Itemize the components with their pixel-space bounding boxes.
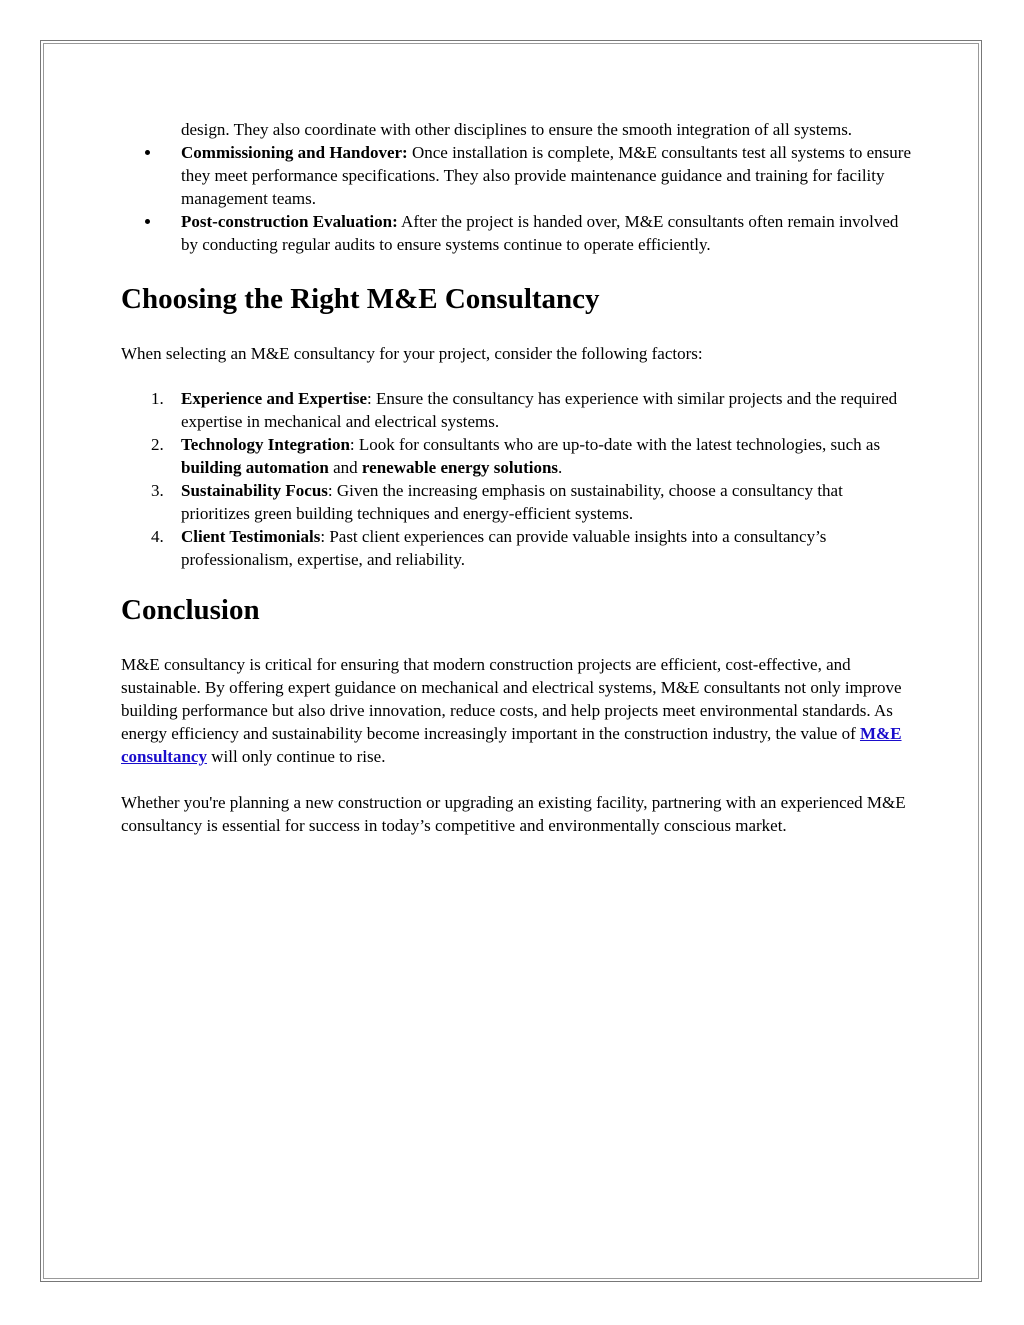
me-consultancy-link[interactable]: M&E consultancy	[121, 724, 902, 766]
list-item-term: Experience and Expertise	[181, 389, 368, 408]
heading-choosing: Choosing the Right M&E Consultancy	[121, 283, 600, 315]
list-item-text: Once installation is complete, M&E consultants test all systems to ensure they meet performance specifications. They also provide maintenance guidance and training for facility management teams.	[181, 143, 912, 208]
list-number: 2.	[151, 435, 164, 454]
list-number: 4.	[151, 527, 164, 546]
list-item	[151, 433, 911, 479]
list-item-term: Technology Integration	[181, 435, 350, 454]
heading-conclusion: Conclusion	[121, 594, 260, 626]
list-item-text: : Past client experiences can provide valuable insights into a consultancy’s professionalism, expertise, and reliability.	[181, 527, 827, 569]
list-item-text: : Ensure the consultancy has experience with similar projects and the required expertise in mechanical and electrical systems.	[181, 389, 898, 431]
paragraph-text: will only continue to rise.	[206, 747, 386, 766]
list-item-text: and	[328, 458, 362, 477]
list-item-term: building automation	[181, 458, 329, 477]
list-item	[151, 387, 911, 433]
list-item-text: design. They also coordinate with other disciplines to ensure the smooth integration of all systems.	[181, 120, 853, 139]
list-item-text: After the project is handed over, M&E consultants often remain involved by conducting regular audits to ensure systems continue to operate efficiently.	[181, 212, 899, 254]
list-item	[181, 141, 911, 210]
document-body	[121, 118, 911, 837]
list-number: 1.	[151, 389, 164, 408]
list-item	[151, 479, 911, 525]
list-item-term: Client Testimonials	[181, 527, 321, 546]
paragraph-text: M&E consultancy is critical for ensuring that modern construction projects are efficient, cost-effective, and sustainable. By offering expert guidance on mechanical and electrical systems, M&E consultants not only improve building performance but also drive innovation, reduce costs, and help projects meet environmental standards. As energy efficiency and sustainability become increasingly important in the construction industry, the value of	[121, 655, 902, 743]
list-item	[151, 525, 911, 571]
numbered-list	[121, 387, 911, 571]
list-item-text: : Given the increasing emphasis on sustainability, choose a consultancy that prioritizes green building techniques and energy-efficient systems.	[181, 481, 843, 523]
list-item-term: Sustainability Focus	[181, 481, 328, 500]
list-item-term: Post-construction Evaluation:	[181, 212, 398, 231]
choosing-intro: When selecting an M&E consultancy for your project, consider the following factors:	[121, 344, 703, 363]
bullet-list	[121, 118, 911, 256]
closing-paragraph: Whether you're planning a new construction or upgrading an existing facility, partnering with an experienced M&E consultancy is essential for success in today’s competitive and environmentally conscious market.	[121, 793, 906, 835]
conclusion-paragraph	[121, 653, 911, 768]
list-item-term: Commissioning and Handover:	[181, 143, 408, 162]
list-item-term: renewable energy solutions	[361, 458, 559, 477]
list-item-text: : Look for consultants who are up-to-date with the latest technologies, such as	[349, 435, 881, 454]
list-item	[181, 210, 911, 256]
list-item	[181, 118, 911, 141]
list-item-text: .	[558, 458, 563, 477]
list-number: 3.	[151, 481, 164, 500]
